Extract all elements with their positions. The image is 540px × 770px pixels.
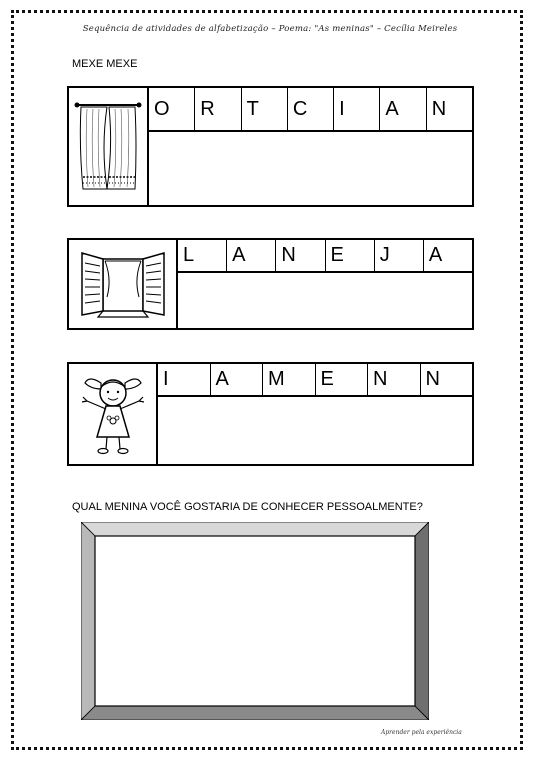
answer-writing-area[interactable] [149, 132, 472, 205]
activity-2-right [178, 240, 472, 328]
activity-3 [67, 362, 474, 466]
letter-tile: N [425, 368, 440, 390]
drawing-frame[interactable] [81, 522, 429, 720]
activity-2 [67, 238, 474, 330]
question-text: QUAL MENINA VOCÊ GOSTARIA DE CONHECER PESSOALMENTE? [72, 501, 423, 513]
page-header: Sequência de atividades de alfabetização – Poema: "As meninas" – Cecília Meireles [82, 24, 458, 34]
letters-row [178, 240, 472, 273]
letter-tile: A [211, 364, 264, 395]
letters-row [158, 364, 472, 397]
activity-3-right [158, 364, 472, 464]
answer-writing-area[interactable] [178, 273, 472, 328]
letter-tile: A [428, 244, 443, 266]
section-title: MEXE MEXE [72, 58, 138, 70]
answer-writing-area[interactable] [158, 397, 472, 464]
letter-tile: A [227, 240, 276, 271]
activity-1 [67, 86, 474, 207]
letter-tile: M [263, 364, 316, 395]
letter-tile: T [242, 88, 288, 130]
window-icon [78, 249, 168, 319]
picture-cell [69, 364, 158, 464]
letter-tile: I [334, 88, 380, 130]
letter-tile: E [326, 240, 375, 271]
letter-tile: N [431, 97, 447, 120]
activity-1-right [149, 88, 472, 205]
letter-tile: L [178, 240, 227, 271]
letter-tile: N [276, 240, 325, 271]
letter-tile: A [380, 88, 426, 130]
letter-tile: N [368, 364, 421, 395]
picture-cell [69, 88, 149, 205]
letter-tile: C [288, 88, 334, 130]
letter-tile: O [149, 88, 195, 130]
picture-cell [69, 240, 178, 328]
letter-tile: J [375, 240, 424, 271]
letter-tile: R [195, 88, 241, 130]
letter-tile: E [316, 364, 369, 395]
letters-row [149, 88, 472, 132]
footer-note: Aprender pela experiência [381, 729, 462, 736]
curtain-icon [73, 97, 143, 197]
letter-tile: I [158, 364, 211, 395]
girl-icon [75, 371, 151, 457]
